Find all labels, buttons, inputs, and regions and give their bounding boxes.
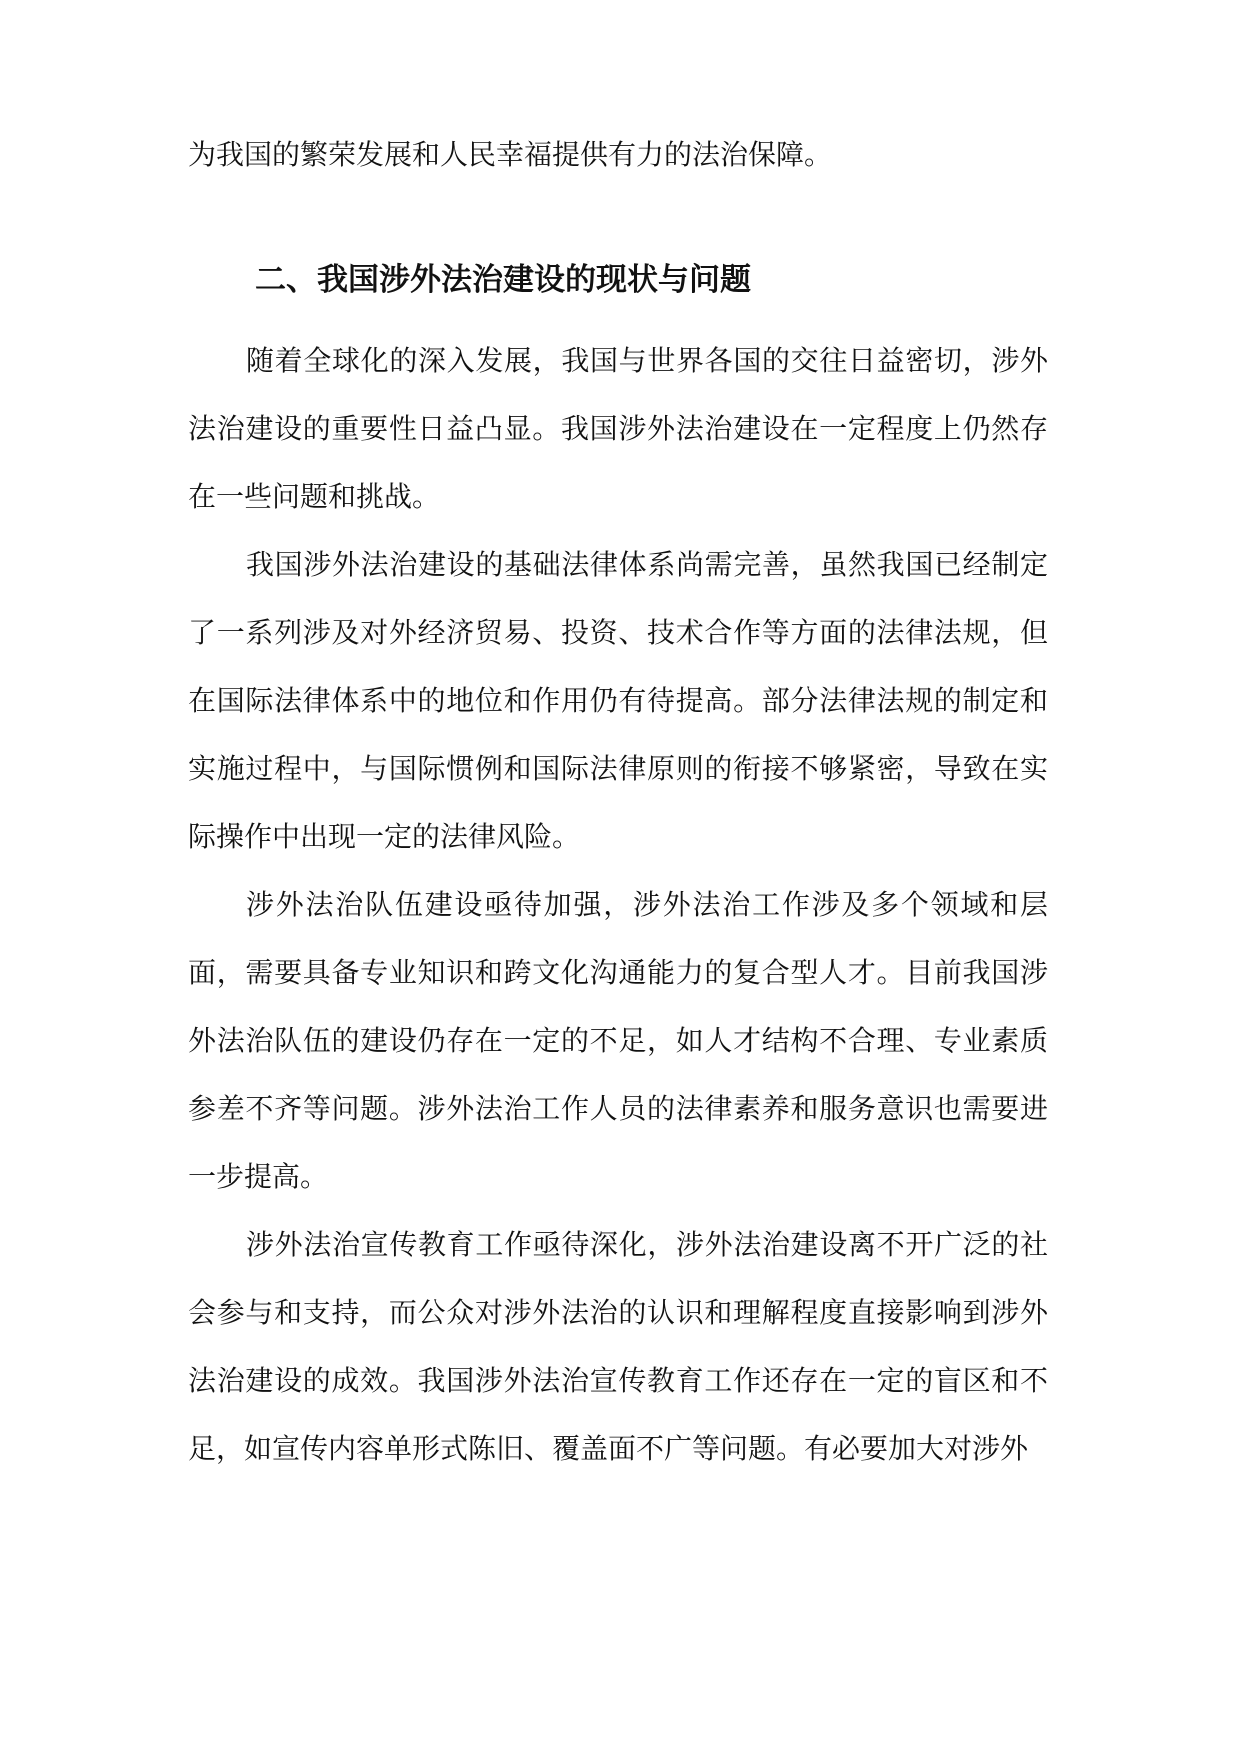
body-paragraph-1: 随着全球化的深入发展，我国与世界各国的交往日益密切，涉外法治建设的重要性日益凸显。我国涉外法治建设在一定程度上仍然存在一些问题和挑战。	[188, 344, 1048, 513]
body-text-block	[188, 327, 1048, 1483]
continuation-text-block	[188, 121, 1048, 189]
body-paragraph-4: 涉外法治宣传教育工作亟待深化，涉外法治建设离不开广泛的社会参与和支持，而公众对涉外法治的认识和理解程度直接影响到涉外法治建设的成效。我国涉外法治宣传教育工作还存在一定的盲区和不足，如宣传内容单形式陈旧、覆盖面不广等问题。有必要加大对涉外	[188, 1228, 1048, 1465]
body-paragraph-2: 我国涉外法治建设的基础法律体系尚需完善，虽然我国已经制定了一系列涉及对外经济贸易、投资、技术合作等方面的法律法规，但在国际法律体系中的地位和作用仍有待提高。部分法律法规的制定和实施过程中，与国际惯例和国际法律原则的衔接不够紧密，导致在实际操作中出现一定的法律风险。	[188, 548, 1048, 853]
section-heading: 二、我国涉外法治建设的现状与问题	[255, 262, 751, 298]
body-paragraph-3: 涉外法治队伍建设亟待加强，涉外法治工作涉及多个领域和层面，需要具备专业知识和跨文化沟通能力的复合型人才。目前我国涉外法治队伍的建设仍存在一定的不足，如人才结构不合理、专业素质参差不齐等问题。涉外法治工作人员的法律素养和服务意识也需要进一步提高。	[188, 888, 1048, 1193]
continuation-paragraph: 为我国的繁荣发展和人民幸福提供有力的法治保障。	[188, 138, 833, 171]
